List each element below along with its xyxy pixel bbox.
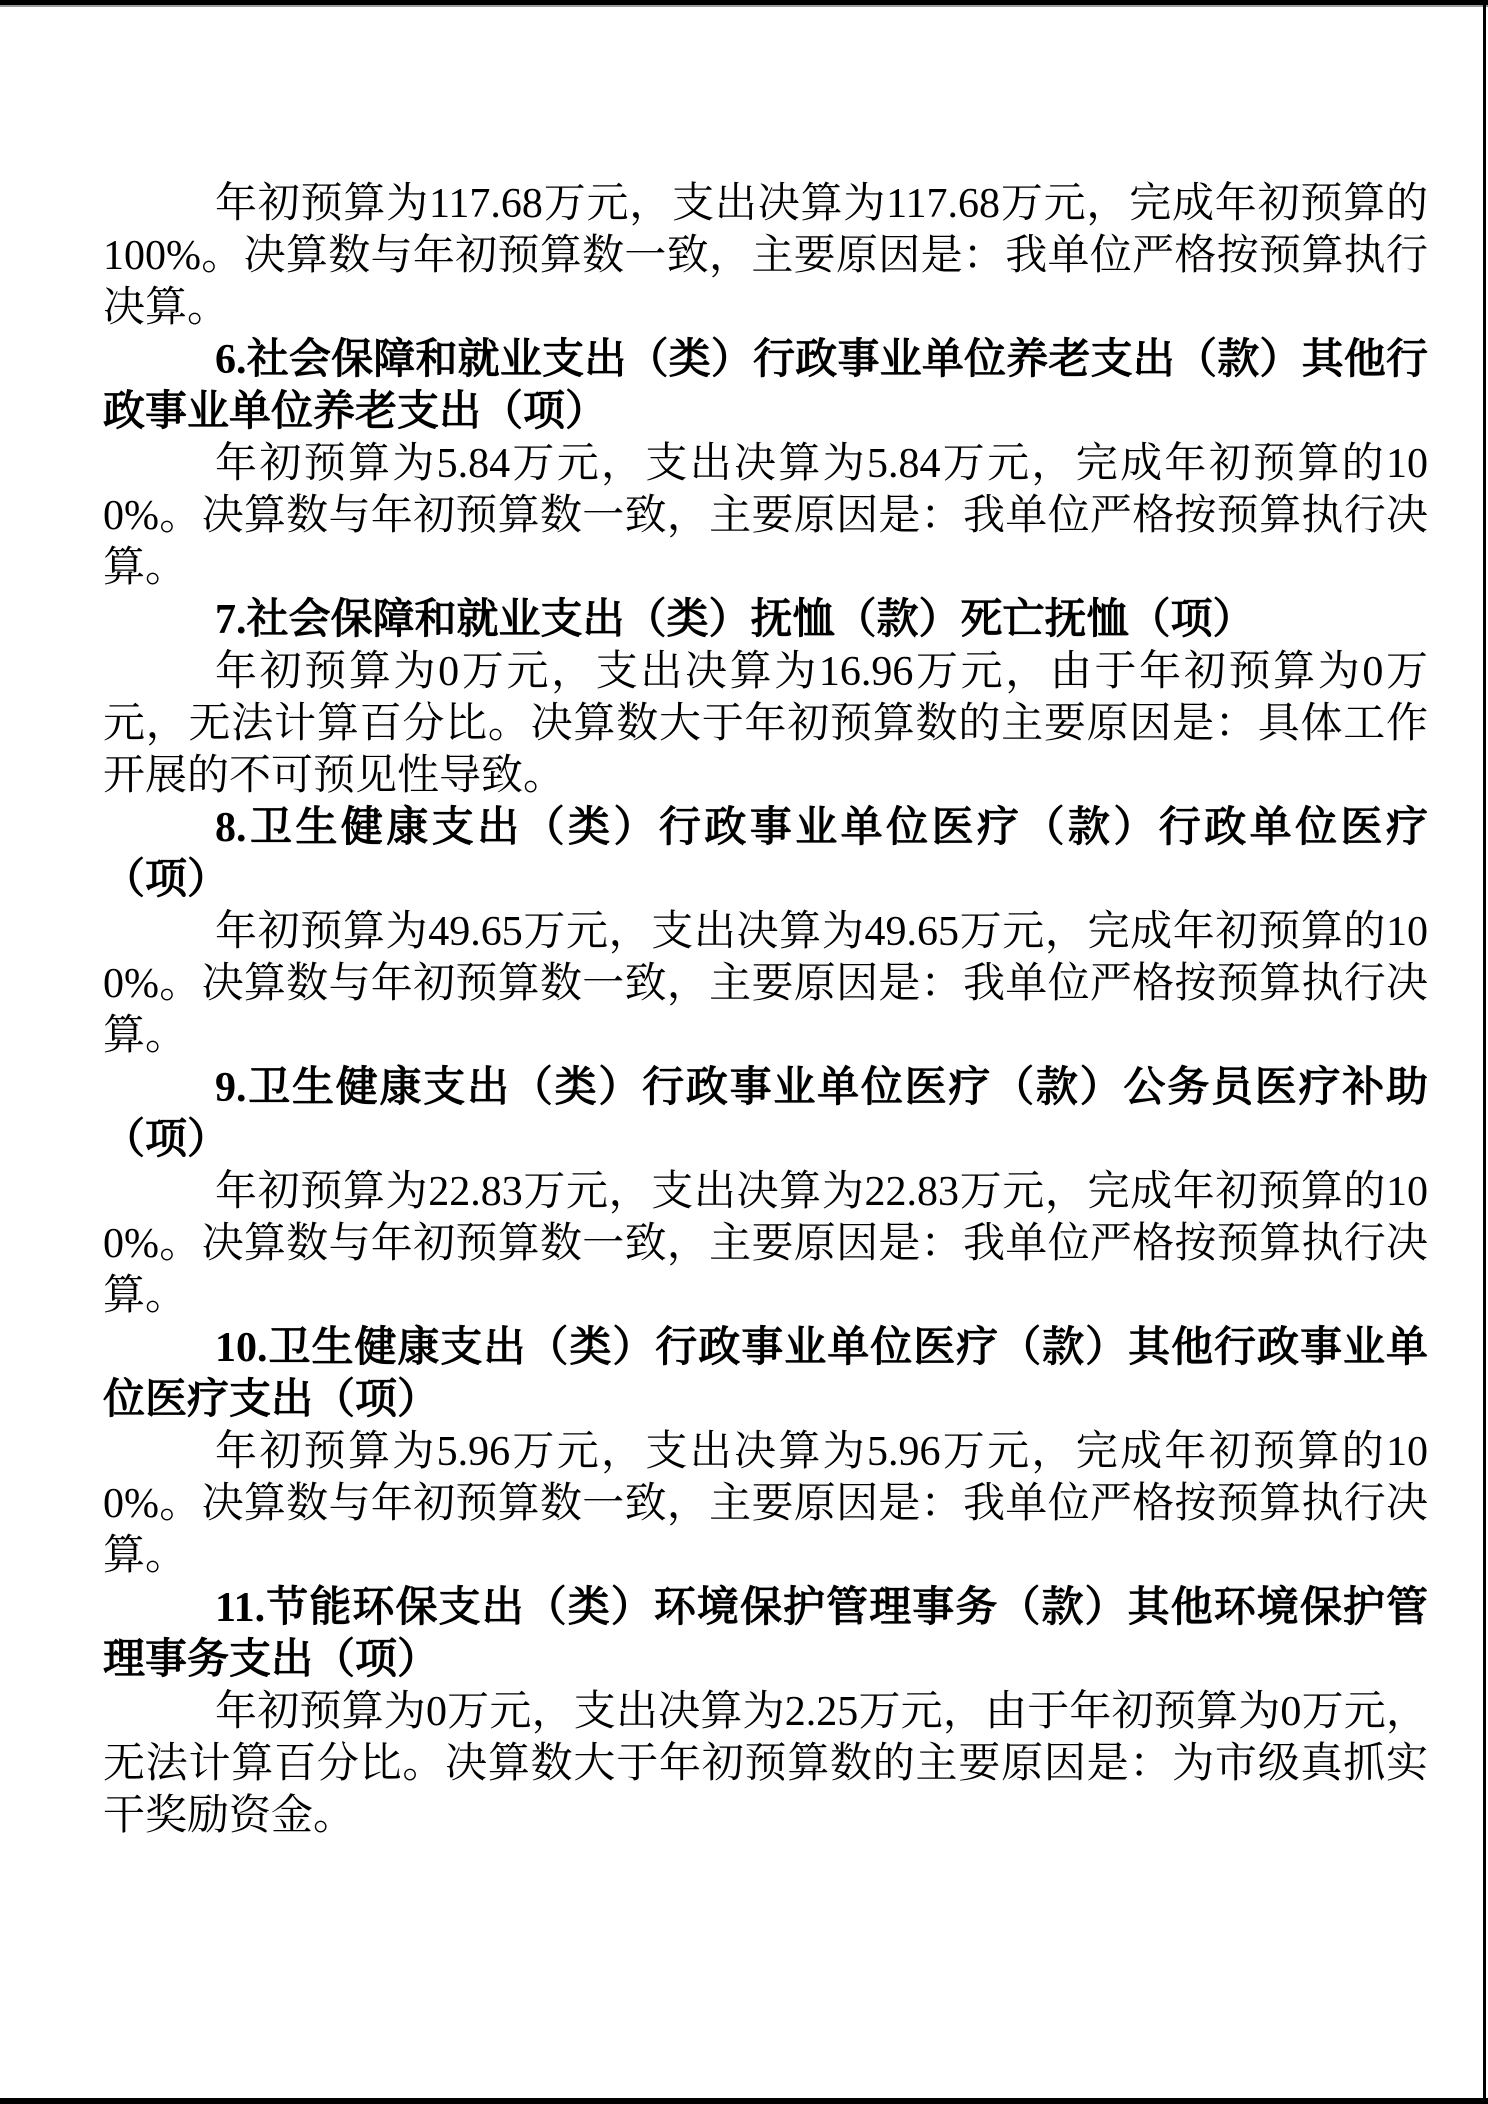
body-paragraph: 年初预算为22.83万元，支出决算为22.83万元，完成年初预算的100%。决算数与年初预算数一致，主要原因是：我单位严格按预算执行决算。 <box>103 1169 1428 1319</box>
page-border-top-shadow <box>0 5 1488 7</box>
section-heading: 8.卫生健康支出（类）行政事业单位医疗（款）行政单位医疗（项） <box>103 805 1428 903</box>
body-paragraph: 年初预算为117.68万元，支出决算为117.68万元，完成年初预算的100%。决算数与年初预算数一致，主要原因是：我单位严格按预算执行决算。 <box>103 181 1428 331</box>
section-heading: 9.卫生健康支出（类）行政事业单位医疗（款）公务员医疗补助（项） <box>103 1065 1428 1163</box>
body-paragraph: 年初预算为5.84万元，支出决算为5.84万元，完成年初预算的100%。决算数与年初预算数一致，主要原因是：我单位严格按预算执行决算。 <box>103 441 1428 591</box>
body-paragraph: 年初预算为0万元，支出决算为2.25万元，由于年初预算为0万元，无法计算百分比。决算数大于年初预算数的主要原因是：为市级真抓实干奖励资金。 <box>103 1689 1428 1839</box>
body-paragraph: 年初预算为5.96万元，支出决算为5.96万元，完成年初预算的100%。决算数与年初预算数一致，主要原因是：我单位严格按预算执行决算。 <box>103 1429 1428 1579</box>
section-heading: 11.节能环保支出（类）环境保护管理事务（款）其他环境保护管理事务支出（项） <box>103 1585 1428 1683</box>
page-border-right-line <box>1483 0 1486 2104</box>
section-heading: 7.社会保障和就业支出（类）抚恤（款）死亡抚恤（项） <box>215 597 1255 643</box>
section-heading: 10.卫生健康支出（类）行政事业单位医疗（款）其他行政事业单位医疗支出（项） <box>103 1325 1428 1423</box>
body-paragraph: 年初预算为0万元，支出决算为16.96万元，由于年初预算为0万元，无法计算百分比。决算数大于年初预算数的主要原因是：具体工作开展的不可预见性导致。 <box>103 649 1428 799</box>
section-heading: 6.社会保障和就业支出（类）行政事业单位养老支出（款）其他行政事业单位养老支出（项） <box>103 337 1428 435</box>
body-paragraph: 年初预算为49.65万元，支出决算为49.65万元，完成年初预算的100%。决算数与年初预算数一致，主要原因是：我单位严格按预算执行决算。 <box>103 909 1428 1059</box>
page-border-bottom-line <box>0 2098 1488 2104</box>
